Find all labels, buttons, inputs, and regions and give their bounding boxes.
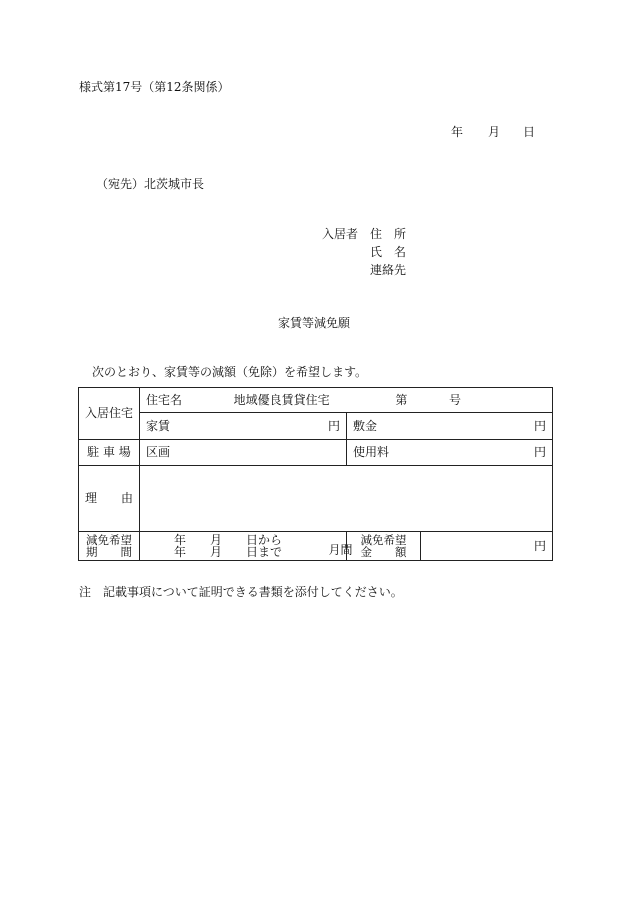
housing-name-label: 住宅名 xyxy=(146,392,183,407)
period-dates-cell xyxy=(140,532,353,561)
period-to: 年 月 日まで xyxy=(174,545,283,559)
rent-label: 家賃 xyxy=(146,418,171,433)
amount-label-cell xyxy=(347,532,421,561)
applicant-address-label: 住 所 xyxy=(370,227,407,241)
deposit-label: 敷金 xyxy=(353,418,378,433)
applicant-contact-label: 連絡先 xyxy=(370,263,407,277)
housing-number-suffix: 号 xyxy=(449,392,462,407)
amount-yen: 円 xyxy=(534,538,547,553)
housing-name-cell xyxy=(140,388,553,413)
date-month: 月 xyxy=(488,125,501,139)
document-title: 家賃等減免願 xyxy=(278,316,351,330)
amount-label-1: 減免希望 xyxy=(360,533,407,547)
deposit-yen: 円 xyxy=(534,418,547,433)
date-day: 日 xyxy=(523,125,536,139)
period-label-1: 減免希望 xyxy=(86,533,132,547)
amount-cell xyxy=(421,532,553,561)
parking-area-label: 区画 xyxy=(146,445,171,459)
parking-label: 駐 車 場 xyxy=(79,440,140,466)
rent-cell xyxy=(140,413,347,440)
period-label-cell xyxy=(79,532,140,561)
reason-field[interactable] xyxy=(140,466,553,532)
usage-fee-cell xyxy=(347,440,553,466)
period-from: 年 月 日から xyxy=(174,533,283,547)
applicant-name-label: 氏 名 xyxy=(370,245,407,259)
housing-number-prefix: 第 xyxy=(395,392,408,407)
usage-fee-label: 使用料 xyxy=(353,445,390,459)
usage-fee-yen: 円 xyxy=(534,445,547,459)
form-number: 様式第17号（第12条関係） xyxy=(79,80,230,94)
applicant-role: 入居者 xyxy=(322,227,359,241)
application-table xyxy=(78,387,553,561)
intro-text: 次のとおり、家賃等の減額（免除）を希望します。 xyxy=(92,365,368,379)
parking-area-cell xyxy=(140,440,347,466)
housing-name-value: 地域優良賃貸住宅 xyxy=(233,392,330,407)
reason-label: 理 由 xyxy=(79,466,140,532)
rent-yen: 円 xyxy=(327,418,340,433)
housing-label: 入居住宅 xyxy=(79,388,140,440)
addressee: （宛先）北茨城市長 xyxy=(96,177,205,191)
amount-label-2: 金 額 xyxy=(360,545,407,559)
note: 注 記載事項について証明できる書類を添付してください。 xyxy=(79,585,403,599)
period-months: 月間 xyxy=(328,542,353,557)
deposit-cell xyxy=(347,413,553,440)
date-year: 年 xyxy=(451,125,464,139)
period-label-2: 期 間 xyxy=(86,545,132,559)
